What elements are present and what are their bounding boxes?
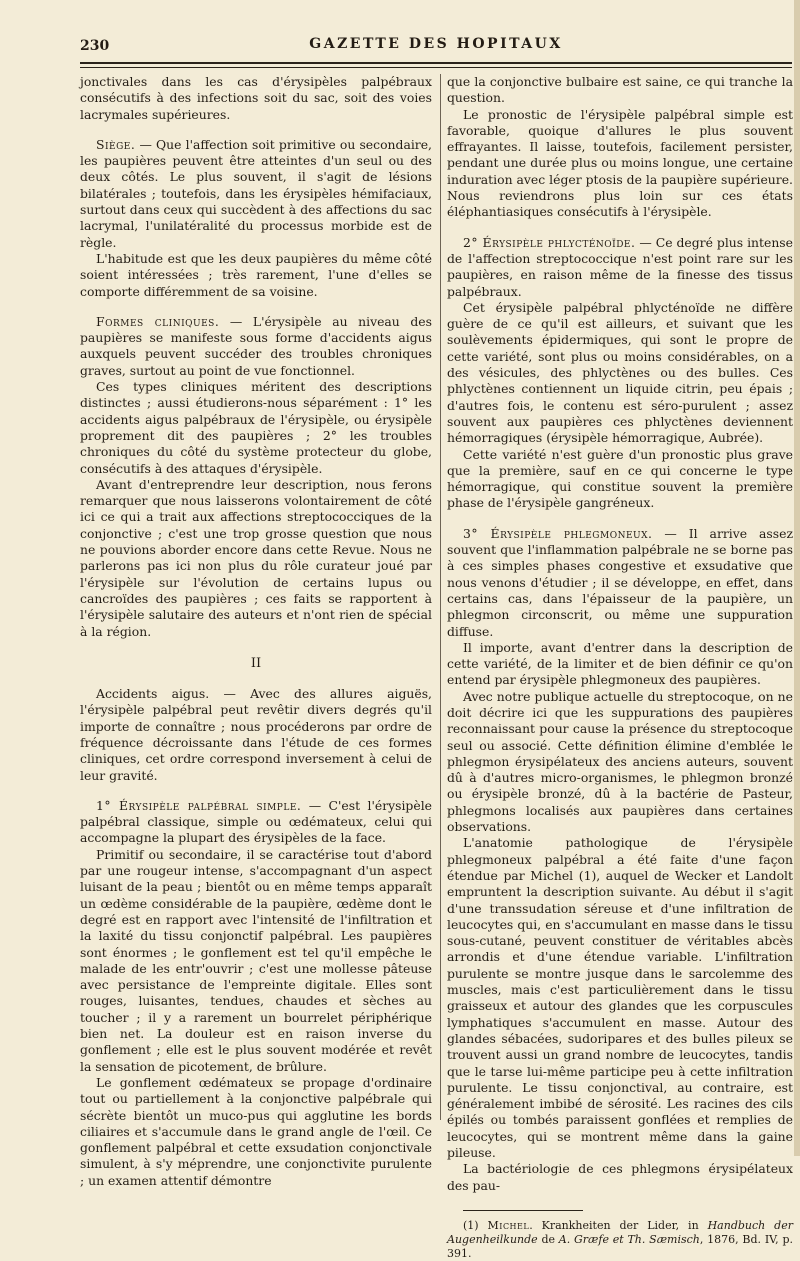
paragraph: jonctivales dans les cas d'érysipèles palpébraux consécutifs à des infections soit du sac, soit des voies lacrymales supérieures. [80,74,432,122]
paragraph: 3° Érysipèle phlegmoneux. — Il arrive assez souvent que l'inflammation palpébrale ne se borne pas à ces simples phases congestive et exsudative que nous venons d'étudier ; il se développe, en effet, dans certains cas, dans l'épaisseur de la paupière, un phlegmon circonscrit, ou même une suppuration diffuse. [447,525,793,639]
footnote-editors: A. Græfe et Th. Sæmisch [558,1232,700,1246]
page-number: 230 [80,38,110,54]
column-divider [440,74,441,1120]
paragraph: Cet érysipèle palpébral phlycténoïde ne diffère guère de ce qu'il est ailleurs, et suivant que les soulèvements épidermiques, qui sont le propre de cette variété, sont plus ou moins considérables, on a des vésicules, des phlyctènes ou des bulles. Ces phlyctènes contiennent un liquide citrin, peu épais ; d'autres fois, le contenu est séro-purulent ; assez souvent aux paupières ces phlyctènes deviennent hémorragiques (érysipèle hémorragique, Aubrée). [447,299,793,446]
footnote-rule [463,1210,583,1211]
paragraph: Il importe, avant d'entrer dans la description de cette variété, de la limiter et de bien définir ce qu'on entend par érysipèle phlegmoneux des paupières. [447,639,793,688]
paragraph: Siège. — Que l'affection soit primitive ou secondaire, les paupières peuvent être atteintes d'un seul ou des deux côtés. Le plus souvent, il s'agit de lésions bilatérales ; toutefois, dans les érysipèles hémifaciaux, surtout dans ceux qui succèdent à des affections du sac lacrymal, l'unilatéralité du processus morbide est de règle. [80,136,432,250]
paragraph: La bactériologie de ces phlegmons érysipélateux des pau- [447,1161,793,1193]
paragraph: Primitif ou secondaire, il se caractérise tout d'abord par une rougeur intense, s'accompagnant d'un aspect luisant de la peau ; bientôt ou en même temps apparaît un œdème considérable de la paupière, œdème dont le degré est en rapport avec l'intensité de l'infiltration et la laxité du tissu conjonctif palpébral. Les paupières sont énormes ; le gonflement est tel qu'il empêche le malade de les entr'ouvrir ; c'est une mollesse pâteuse avec persistance de l'empreinte digitale. Elles sont rouges, luisantes, tendues, chaudes et sèches au toucher ; il y a rarement un bourrelet périphérique bien net. La douleur est en raison inverse du gonflement ; elle est le plus souvent modérée et revêt la sensation de picotement, de brûlure. [80,846,432,1074]
header-rule-thin [80,67,792,68]
paragraph: L'anatomie pathologique de l'érysipèle phlegmoneux palpébral a été faite d'une façon étendue par Michel (1), auquel de Wecker et Landolt empruntent la description suivante. Au début il s'agit d'une transsudation séreuse et d'une infiltration de leucocytes qui, en s'accumulant en masse dans le tissu sous-cutané, peuvent constituer de véritables abcès arrondis et d'une étendue variable. L'infiltration purulente se montre jusque dans le sarcolemme des muscles, mais c'est particulièrement dans le tissu graisseux et autour des glandes que les corpuscules lymphatiques s'accumulent en masse. Autour des glandes sébacées, sudoripares et des bulles pileux se trouvent aussi un grand nombre de leucocytes, tandis que le tarse lui-même participe peu à cette infiltration purulente. Le tissu conjonctival, au contraire, est généralement imbibé de sérosité. Les racines des cils épilés ou tombés paraissent gonflées et remplies de leucocytes, qui se montrent même dans la gaine pileuse. [447,835,793,1160]
paragraph: Cette variété n'est guère d'un pronostic plus grave que la première, sauf en ce qui concerne le type hémorragique, qui constitue souvent la première phase de l'érysipèle gangréneux. [447,446,793,511]
page-edge [794,0,800,1156]
page-header [80,34,792,58]
paragraph: Formes cliniques. — L'érysipèle au niveau des paupières se manifeste sous forme d'accidents aigus auxquels peuvent succéder des troubles chroniques graves, surtout au point de vue fonctionnel. [80,313,432,378]
paragraph: Accidents aigus. — Avec des allures aiguës, l'érysipèle palpébral peut revêtir divers degrés qu'il importe de connaître ; nous procéderons par ordre de fréquence décroissante dans l'étude de ces formes cliniques, cet ordre correspond inversement à celui de leur gravité. [80,686,432,783]
paragraph: Avant d'entreprendre leur description, nous ferons remarquer que nous laisserons volontairement de côté ici ce qui a trait aux affections streptococciques de la conjonctive ; c'est une trop grosse question que nous ne pouvions aborder encore dans cette Revue. Nous ne parlerons pas ici non plus du rôle curateur joué par l'érysipèle sur l'évolution de certains lupus ou cancroïdes des paupières ; ces faits se rapportent à l'érysipèle salutaire des auteurs et n'ont rien de spécial à la région. [80,476,432,639]
header-rule-thick [80,62,792,64]
section-heading: Siège. [96,136,136,152]
paragraph: que la conjonctive bulbaire est saine, ce qui tranche la question. [447,74,793,106]
section-heading: Formes cliniques. [96,313,220,329]
paragraph: 1° Érysipèle palpébral simple. — C'est l'érysipèle palpébral classique, simple ou œdémateux, celui qui accompagne la plupart des érysipèles de la face. [80,797,432,846]
section-heading: 3° Érysipèle phlegmoneux. [463,525,653,541]
section-heading: 2° Érysipèle phlycténoïde. [463,234,636,250]
paragraph: L'habitude est que les deux paupières du même côté soient intéressées ; très rarement, l'une d'elles se comporte différemment de sa voisine. [80,250,432,299]
footnote-author: Michel [487,1218,530,1232]
footnote: (1) Michel. Krankheiten der Lider, in Handbuch der Augenheilkunde de A. Græfe et Th. Sæmisch, 1876, Bd. IV, p. 391. [447,1218,793,1260]
right-column [447,74,793,1261]
section-heading: 1° Érysipèle palpébral simple. [96,797,302,813]
section-heading: Accidents aigus. [96,686,210,702]
paragraph: Ces types cliniques méritent des descriptions distinctes ; aussi étudierons-nous séparément : 1° les accidents aigus palpébraux de l'érysipèle, ou érysipèle proprement dit des paupières ; 2° les troubles chroniques du côté du système protecteur du globe, consécutifs à des attaques d'érysipèle. [80,379,432,476]
left-column [80,74,432,1189]
paragraph: Avec notre publique actuelle du streptocoque, on ne doit décrire ici que les suppurations des paupières reconnaissant pour cause la présence du streptocoque seul ou associé. Cette définition élimine d'emblée le phlegmon érysipélateux des anciens auteurs, souvent dû à d'autres micro-organismes, le phlegmon bronzé ou érysipèle bronzé, dû à la bactérie de Pasteur, phlegmons localisés aux paupières dans certaines observations. [447,688,793,835]
footnote-work-title: Handbuch der Augenheilkunde [447,1218,793,1246]
paragraph: Le gonflement œdémateux se propage d'ordinaire tout ou partiellement à la conjonctive palpébrale qui sécrète bientôt un muco-pus qui agglutine les bords ciliaires et s'accumule dans le grand angle de l'œil. Ce gonflement palpébral et cette exsudation conjonctivale simulent, à s'y méprendre, une conjonctivite purulente ; un examen attentif démontre [80,1074,432,1188]
section-number: II [250,655,262,671]
paragraph: Le pronostic de l'érysipèle palpébral simple est favorable, quoique d'allures le plus souvent effrayantes. Il laisse, toutefois, facilement persister, pendant une durée plus ou moins longue, une certaine induration avec léger ptosis de la paupière supérieure. Nous reviendrons plus loin sur ces états éléphantiasiques consécutifs à l'érysipèle. [447,106,793,220]
journal-title: GAZETTE DES HOPITAUX [309,36,563,52]
paragraph: 2° Érysipèle phlycténoïde. — Ce degré plus intense de l'affection streptococcique n'est point rare sur les paupières, en raison même de la finesse des tissus palpébraux. [447,234,793,299]
